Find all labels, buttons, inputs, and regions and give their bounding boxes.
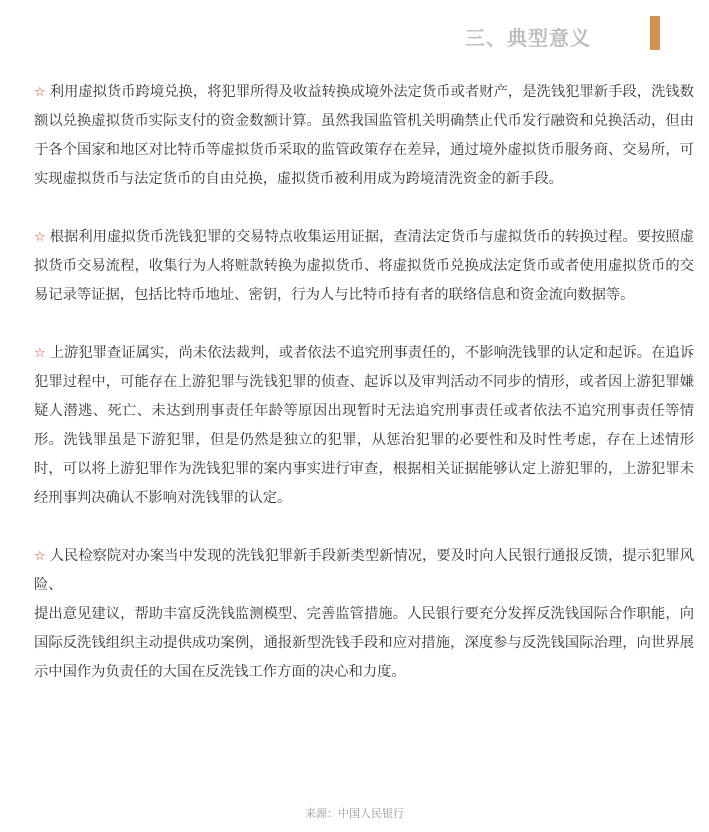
- paragraph-4-continuation: 提出意见建议，帮助丰富反洗钱监测模型、完善监管措施。人民银行要充分发挥反洗钱国际合作职能，向国际反洗钱组织主动提供成功案例，通报新型洗钱手段和应对措施，深度参与反洗钱国际治理，向世界展示中国作为负责任的大国在反洗钱工作方面的决心和力度。: [34, 606, 694, 680]
- star-icon: ☆: [34, 230, 46, 245]
- title-accent-bar: [650, 16, 660, 50]
- paragraph-4-first: [34, 542, 694, 600]
- paragraph-text: 上游犯罪查证属实，尚未依法裁判，或者依法不追究刑事责任的，不影响洗钱罪的认定和起诉。在追诉犯罪过程中，可能存在上游犯罪与洗钱犯罪的侦查、起诉以及审判活动不同步的情形，或者因上游犯罪嫌疑人潜逃、死亡、未达到刑事责任年龄等原因出现暂时无法追究刑事责任或者依法不追究刑事责任等情形。洗钱罪虽是下游犯罪，但是仍然是独立的犯罪，从惩治犯罪的必要性和及时性考虑，存在上述情形时，可以将上游犯罪作为洗钱犯罪的案内事实进行审查，根据相关证据能够认定上游犯罪的，上游犯罪未经刑事判决确认不影响对洗钱罪的认定。: [34, 345, 695, 506]
- source-caption: 来源：中国人民银行: [305, 807, 404, 820]
- paragraph-3: [34, 339, 694, 513]
- article-body: [34, 78, 694, 687]
- paragraph-text: 利用虚拟货币跨境兑换，将犯罪所得及收益转换成境外法定货币或者财产，是洗钱犯罪新手段，洗钱数额以兑换虚拟货币实际支付的资金数额计算。虽然我国监管机关明确禁止代币发行融资和兑换活动，但由于各个国家和地区对比特币等虚拟货币采取的监管政策存在差异，通过境外虚拟货币服务商、交易所，可实现虚拟货币与法定货币的自由兑换，虚拟货币被利用成为跨境清洗资金的新手段。: [34, 84, 695, 187]
- paragraph-4: [34, 542, 694, 687]
- paragraph-1: [34, 78, 694, 194]
- star-icon: ☆: [34, 549, 46, 564]
- section-header: [0, 14, 709, 54]
- paragraph-text: 人民检察院对办案当中发现的洗钱犯罪新手段新类型新情况，要及时向人民银行通报反馈，提示犯罪风险、: [34, 548, 695, 593]
- paragraph-2: [34, 223, 694, 310]
- star-icon: ☆: [34, 85, 46, 100]
- paragraph-text: 根据利用虚拟货币洗钱犯罪的交易特点收集运用证据，查清法定货币与虚拟货币的转换过程。要按照虚拟货币交易流程，收集行为人将赃款转换为虚拟货币、将虚拟货币兑换成法定货币或者使用虚拟货币的交易记录等证据，包括比特币地址、密钥，行为人与比特币持有者的联络信息和资金流向数据等。: [34, 229, 695, 303]
- section-title: 三、典型意义: [465, 26, 591, 50]
- star-icon: ☆: [34, 346, 46, 361]
